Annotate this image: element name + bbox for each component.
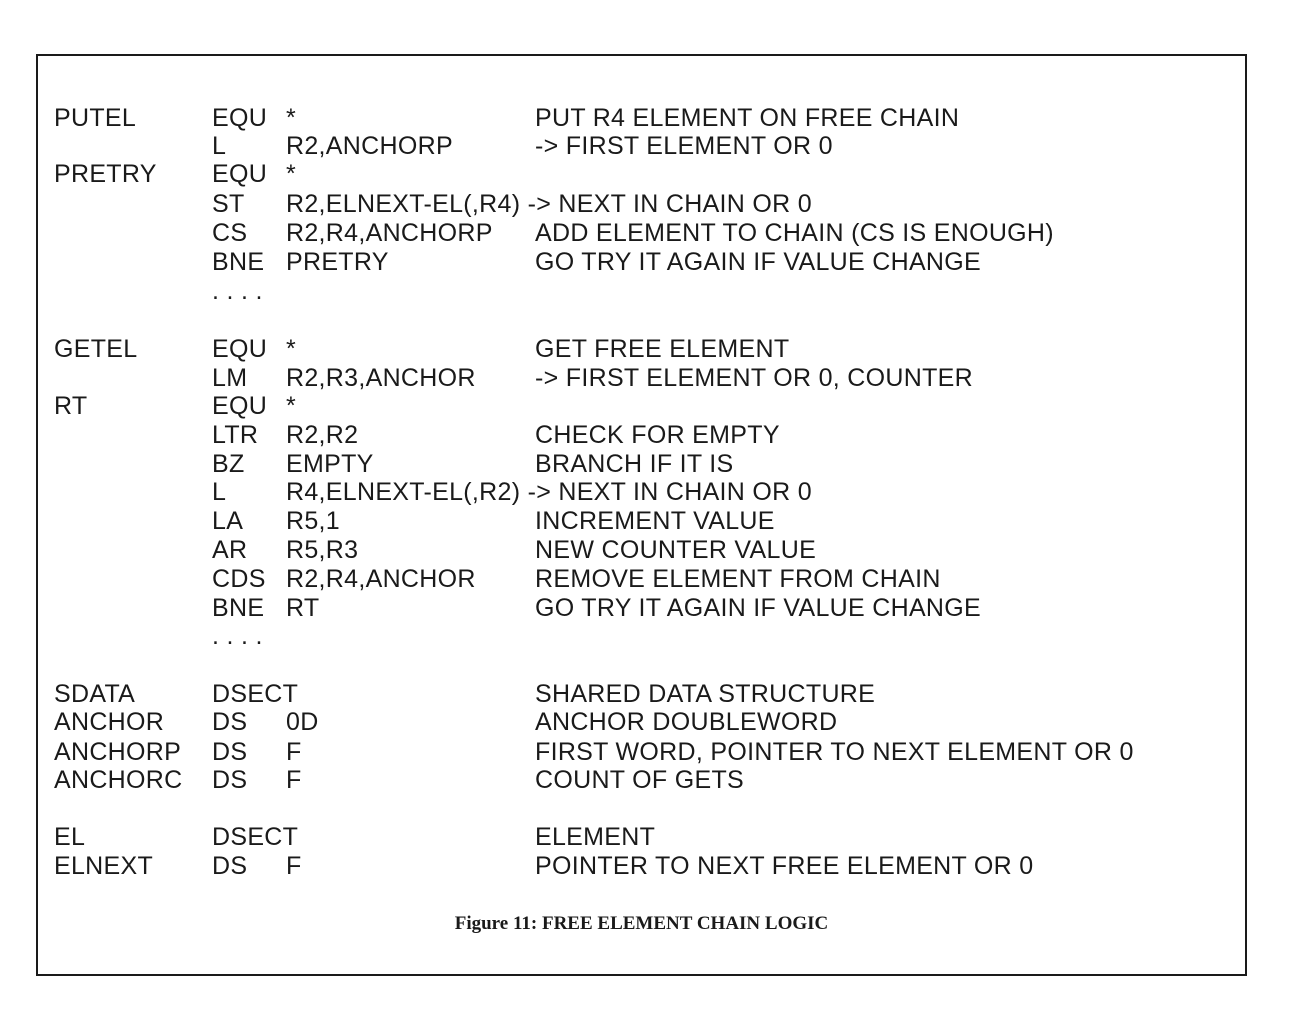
code-line xyxy=(0,593,981,623)
code-opcode: BZ xyxy=(212,450,245,478)
code-opcode: L xyxy=(212,478,227,506)
code-comment: REMOVE ELEMENT FROM CHAIN xyxy=(535,565,941,593)
code-operand: F xyxy=(286,738,302,766)
code-operand: R2,R3,ANCHOR xyxy=(286,364,476,392)
code-line xyxy=(0,420,780,450)
code-operand: EMPTY xyxy=(286,450,374,478)
code-line xyxy=(0,737,1134,767)
figure-caption: Figure 11: FREE ELEMENT CHAIN LOGIC xyxy=(454,913,829,934)
code-ellipsis: . . . . xyxy=(212,277,263,305)
code-line xyxy=(0,363,974,393)
code-comment: INCREMENT VALUE xyxy=(535,507,775,535)
code-line xyxy=(0,621,263,651)
code-comment: GO TRY IT AGAIN IF VALUE CHANGE xyxy=(535,594,981,622)
code-comment: -> FIRST ELEMENT OR 0 xyxy=(535,132,833,160)
code-line xyxy=(0,707,838,737)
code-line xyxy=(0,564,941,594)
code-label: PUTEL xyxy=(54,104,137,132)
code-label: EL xyxy=(54,823,86,851)
code-operand: PRETRY xyxy=(286,248,389,276)
code-operand: R2,ANCHORP xyxy=(286,132,453,160)
code-label: RT xyxy=(54,392,88,420)
code-line xyxy=(0,189,812,219)
code-line xyxy=(0,131,833,161)
code-opcode: EQU xyxy=(212,104,268,132)
code-operand: * xyxy=(286,104,297,132)
code-line xyxy=(0,391,297,421)
code-opcode: DS xyxy=(212,766,248,794)
code-operand: R2,R4,ANCHORP xyxy=(286,219,493,247)
code-line xyxy=(0,103,960,133)
code-operand: R2,ELNEXT-EL(,R4) -> NEXT IN CHAIN OR 0 xyxy=(286,190,812,218)
code-opcode: EQU xyxy=(212,160,268,188)
code-line xyxy=(0,822,656,852)
code-comment: ANCHOR DOUBLEWORD xyxy=(535,708,838,736)
code-label: ANCHORP xyxy=(54,738,182,766)
code-opcode: DS xyxy=(212,708,248,736)
code-operand: * xyxy=(286,392,297,420)
code-line xyxy=(0,851,1034,881)
code-comment: GO TRY IT AGAIN IF VALUE CHANGE xyxy=(535,248,981,276)
code-comment: PUT R4 ELEMENT ON FREE CHAIN xyxy=(535,104,960,132)
code-line xyxy=(0,535,817,565)
code-opcode: L xyxy=(212,132,227,160)
code-line xyxy=(0,218,1054,248)
code-line xyxy=(0,765,745,795)
code-operand: R5,1 xyxy=(286,507,341,535)
code-line xyxy=(0,477,812,507)
code-opcode: CS xyxy=(212,219,248,247)
code-operand: F xyxy=(286,852,302,880)
code-opcode: CDS xyxy=(212,565,266,593)
code-comment: BRANCH IF IT IS xyxy=(535,450,734,478)
code-comment: COUNT OF GETS xyxy=(535,766,745,794)
code-opcode: AR xyxy=(212,536,248,564)
code-opcode: BNE xyxy=(212,248,265,276)
code-comment: FIRST WORD, POINTER TO NEXT ELEMENT OR 0 xyxy=(535,738,1134,766)
code-opcode: ST xyxy=(212,190,245,218)
code-operand: R4,ELNEXT-EL(,R2) -> NEXT IN CHAIN OR 0 xyxy=(286,478,812,506)
code-opcode: DS xyxy=(212,852,248,880)
code-line xyxy=(0,276,263,306)
code-opcode: EQU xyxy=(212,335,268,363)
code-label: ANCHOR xyxy=(54,708,165,736)
code-comment: ELEMENT xyxy=(535,823,656,851)
code-comment: -> FIRST ELEMENT OR 0, COUNTER xyxy=(535,364,974,392)
code-label: SDATA xyxy=(54,680,136,708)
code-line xyxy=(0,159,297,189)
code-opcode: DSECT xyxy=(212,823,299,851)
code-label: PRETRY xyxy=(54,160,157,188)
code-opcode: LM xyxy=(212,364,248,392)
code-operand: * xyxy=(286,160,297,188)
code-comment: ADD ELEMENT TO CHAIN (CS IS ENOUGH) xyxy=(535,219,1054,247)
code-opcode: DS xyxy=(212,738,248,766)
code-operand: * xyxy=(286,335,297,363)
code-comment: CHECK FOR EMPTY xyxy=(535,421,780,449)
code-operand: RT xyxy=(286,594,320,622)
code-opcode: BNE xyxy=(212,594,265,622)
code-operand: 0D xyxy=(286,708,319,736)
code-line xyxy=(0,334,790,364)
code-line xyxy=(0,679,876,709)
code-line xyxy=(0,449,734,479)
code-opcode: LTR xyxy=(212,421,259,449)
code-comment: SHARED DATA STRUCTURE xyxy=(535,680,876,708)
code-operand: R2,R4,ANCHOR xyxy=(286,565,476,593)
code-operand: R5,R3 xyxy=(286,536,359,564)
code-label: ANCHORC xyxy=(54,766,183,794)
code-comment: GET FREE ELEMENT xyxy=(535,335,790,363)
code-operand: F xyxy=(286,766,302,794)
code-operand: R2,R2 xyxy=(286,421,359,449)
code-opcode: EQU xyxy=(212,392,268,420)
code-comment: POINTER TO NEXT FREE ELEMENT OR 0 xyxy=(535,852,1034,880)
code-opcode: DSECT xyxy=(212,680,299,708)
code-comment: NEW COUNTER VALUE xyxy=(535,536,817,564)
code-opcode: LA xyxy=(212,507,244,535)
code-line xyxy=(0,247,981,277)
code-label: GETEL xyxy=(54,335,138,363)
code-ellipsis: . . . . xyxy=(212,622,263,650)
code-label: ELNEXT xyxy=(54,852,154,880)
code-line xyxy=(0,506,775,536)
